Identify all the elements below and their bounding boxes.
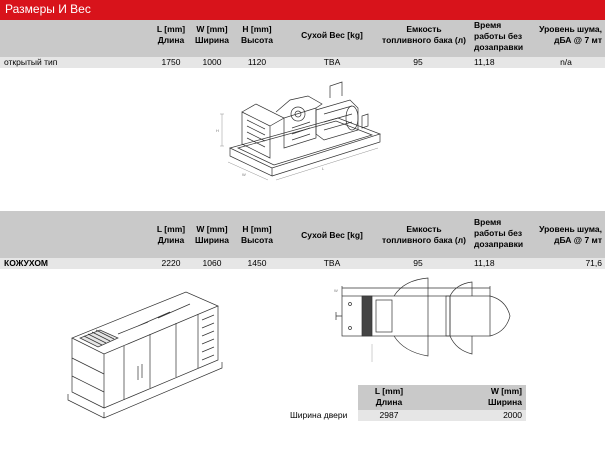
header-dry-weight-label: Сухой Вес [kg] — [301, 30, 363, 40]
row-canopy-tank: 95 — [413, 258, 423, 268]
row-canopy-name: КОЖУХОМ — [4, 258, 49, 268]
row-canopy-weight: TBA — [323, 258, 341, 268]
header-runtime-line1: Время — [474, 20, 502, 30]
door-width-header — [458, 386, 522, 408]
svg-text:L: L — [322, 166, 325, 171]
header-tank-line2: топливного бака (л) — [382, 35, 466, 45]
header2-runtime-line3: дозаправки — [474, 239, 524, 249]
row-canopy-noise: 71,6 — [585, 258, 602, 268]
header-tank-line1: Емкость — [406, 24, 442, 34]
door-table-header — [358, 385, 526, 410]
door-row-length: 2987 — [379, 410, 399, 420]
header2-runtime-line2: работы без — [474, 228, 523, 238]
header-width — [190, 24, 234, 46]
open-type-generator-drawing — [212, 78, 392, 182]
header-height-unit: H [mm] — [242, 24, 272, 34]
header2-height-label: Высота — [241, 235, 273, 245]
header2-noise-line1: Уровень шума, — [539, 224, 602, 234]
top-view-drawing — [332, 272, 522, 364]
canopy-generator-drawing — [58, 276, 230, 426]
header2-tank-line2: топливного бака (л) — [382, 235, 466, 245]
row-open-weight: TBA — [323, 57, 341, 67]
page-title: Размеры И Вес — [5, 2, 91, 16]
header2-noise-line2: дБА @ 7 мт — [554, 235, 602, 245]
header2-width-unit: W [mm] — [196, 224, 228, 234]
door-row-width: 2000 — [503, 410, 522, 420]
header2-runtime — [474, 217, 534, 250]
header-length-label: Длина — [157, 35, 185, 45]
header2-dry-weight — [296, 230, 368, 241]
header-runtime — [474, 20, 534, 53]
header2-runtime-line1: Время — [474, 217, 502, 227]
header2-noise — [528, 224, 602, 246]
row-canopy — [0, 258, 605, 269]
row-open-height: 1120 — [247, 57, 267, 67]
header-length — [150, 24, 192, 46]
header-height — [234, 24, 280, 46]
header-width-label: Ширина — [194, 35, 230, 45]
header2-height-unit: H [mm] — [242, 224, 272, 234]
header-open-type — [0, 20, 605, 57]
door-table-row — [290, 410, 526, 421]
header-height-label: Высота — [241, 35, 273, 45]
svg-text:H: H — [216, 128, 219, 133]
door-length-label: Длина — [375, 397, 403, 407]
door-length-unit: L [mm] — [374, 386, 404, 396]
row-canopy-width: 1060 — [202, 258, 222, 268]
door-length-header — [364, 386, 414, 408]
header2-height — [234, 224, 280, 246]
header-noise — [528, 24, 602, 46]
row-open-width: 1000 — [202, 57, 222, 67]
title-bar — [0, 0, 605, 20]
header2-width-label: Ширина — [194, 235, 230, 245]
header-width-unit: W [mm] — [196, 24, 228, 34]
row-open-type — [0, 57, 605, 68]
row-open-noise: n/a — [560, 57, 572, 67]
door-row-label: Ширина двери — [290, 410, 348, 420]
header2-tank — [378, 224, 470, 246]
row-canopy-height: 1450 — [247, 258, 267, 268]
row-open-name: открытый тип — [4, 57, 58, 67]
header2-length-label: Длина — [157, 235, 185, 245]
door-width-unit: W [mm] — [490, 386, 522, 396]
row-canopy-runtime: 11,18 — [474, 258, 495, 268]
header-runtime-line2: работы без — [474, 31, 523, 41]
header2-length — [150, 224, 192, 246]
header-length-unit: L [mm] — [156, 24, 186, 34]
header-canopy — [0, 211, 605, 258]
door-width-label: Ширина — [487, 397, 522, 407]
svg-text:W: W — [242, 172, 246, 177]
header2-tank-line1: Емкость — [406, 224, 442, 234]
svg-text:W: W — [334, 288, 338, 293]
header2-width — [190, 224, 234, 246]
row-open-runtime: 11,18 — [474, 57, 495, 67]
door-width-table — [290, 385, 526, 421]
header-dry-weight — [296, 30, 368, 41]
header2-length-unit: L [mm] — [156, 224, 186, 234]
header-tank — [378, 24, 470, 46]
header-noise-line1: Уровень шума, — [539, 24, 602, 34]
row-open-tank: 95 — [413, 57, 423, 67]
header-noise-line2: дБА @ 7 мт — [554, 35, 602, 45]
row-open-length: 1750 — [161, 57, 181, 67]
row-canopy-length: 2220 — [161, 258, 181, 268]
header2-dry-weight-label: Сухой Вес [kg] — [301, 230, 363, 240]
header-runtime-line3: дозаправки — [474, 42, 524, 52]
